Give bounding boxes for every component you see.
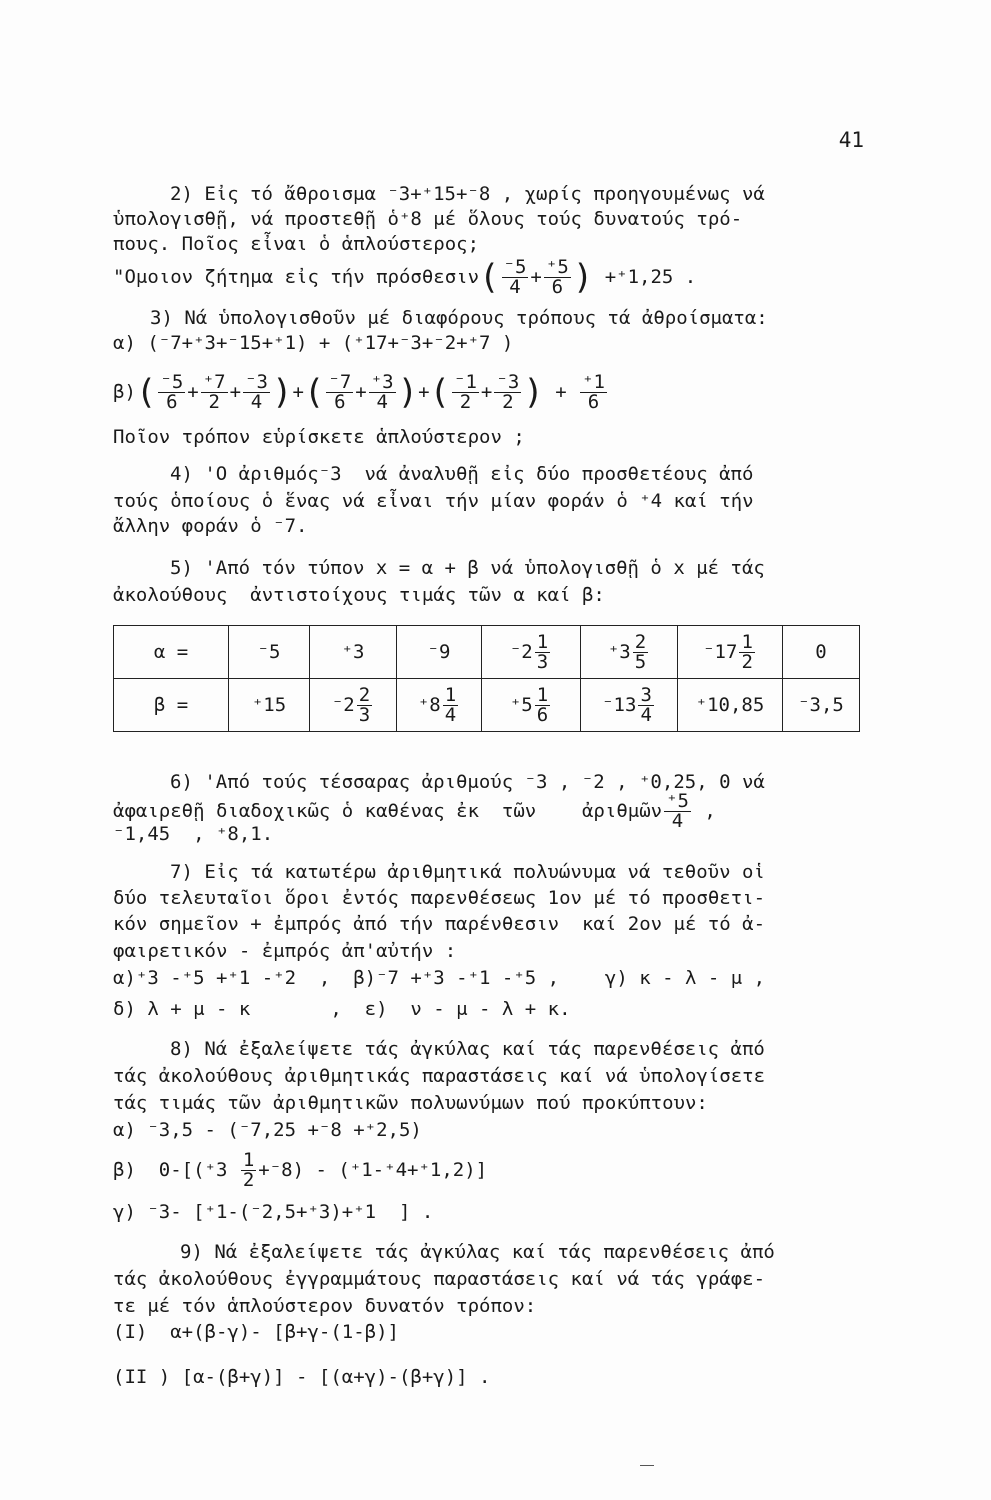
fraction (326, 373, 353, 412)
ex8-line-b-end: +⁻8) - (⁺1-⁺4+⁺1,2)] (258, 1159, 488, 1181)
ex6-line-2-text: ἀφαιρεθῇ διαδοχικῶς ὁ καθένας ἐκ τῶν ἀριθμῶν (113, 800, 663, 822)
open-paren: ( (303, 372, 325, 413)
denominator: 3 (536, 650, 549, 673)
numerator: ⁺1 (582, 371, 605, 393)
ex3-line-1: 3) Νά ὑπολογισθοῦν μέ διαφόρους τρόπους τά ἀθροίσματα: (150, 307, 768, 329)
ex8-line-b (113, 1146, 487, 1194)
item-label: β) (113, 381, 136, 403)
numerator: ⁻3 (496, 371, 520, 393)
denominator: 2 (208, 391, 220, 413)
numerator: 1 (242, 1149, 255, 1171)
ex6-line-1: 6) 'Από τούς τέσσαρας ἀριθμούς ⁻3 , ⁻2 , ⁺0,25, 0 νά (170, 771, 765, 793)
numerator: ⁺7 (202, 371, 226, 393)
ex9-line-2: τάς ἀκολούθους ἐγγραμμάτους παραστάσεις καί νά τάς γράφε- (113, 1268, 766, 1290)
table-cell (678, 626, 783, 679)
numerator: ⁻5 (503, 256, 527, 278)
open-paren: ( (479, 257, 500, 298)
denominator: 2 (459, 391, 472, 413)
ex4-line-1: 4) 'Ο ἀριθμός⁻3 νά ἀναλυθῇ εἰς δύο προσθετέους ἀπό (170, 463, 754, 485)
denominator: 2 (741, 650, 753, 673)
ex2-line-4-end: +⁺1,25 . (604, 266, 697, 288)
table-cell (581, 626, 678, 679)
fraction (502, 258, 529, 297)
table-cell (310, 679, 397, 732)
close-paren: ) (397, 372, 419, 413)
ex7-line-1: 7) Εἰς τά κατωτέρω ἀριθμητικά πολυώνυμα νά τεθοῦν οἱ (170, 861, 765, 883)
values-table (113, 625, 860, 732)
ex4-line-3: ἄλλην φοράν ὁ ⁻7. (113, 515, 308, 537)
row-label: β = (114, 679, 229, 732)
ex8-line-2: τάς ἀκολούθους ἀριθμητικάς παραστάσεις καί νά ὑπολογίσετε (113, 1065, 766, 1087)
ex6-line-3: ⁻1,45 , ⁺8,1. (113, 823, 274, 845)
denominator: 4 (376, 391, 388, 413)
denominator: 4 (444, 703, 457, 726)
denominator: 2 (242, 1169, 255, 1191)
table-cell (310, 626, 397, 679)
table-cell (783, 626, 860, 679)
ex5-line-1: 5) 'Από τόν τύπον x = α + β νά ὑπολογισθῇ ὁ x μέ τάς (170, 557, 765, 579)
numerator: ⁺5 (666, 790, 689, 812)
ex4-line-2: τούς ὁποίους ὁ ἕνας νά εἶναι τήν μίαν φοράν ὁ ⁺4 καί τήν (113, 490, 754, 512)
table-cell (783, 679, 860, 732)
ex3-line-a: α) (⁻7+⁺3+⁻15+⁺1) + (⁺17+⁻3+⁻2+⁺7 ) (113, 332, 514, 354)
fraction (452, 373, 479, 412)
numerator: 2 (634, 630, 647, 653)
close-paren: ) (572, 257, 594, 298)
denominator: 6 (334, 391, 346, 413)
denominator: 4 (250, 391, 263, 413)
table-row-beta (114, 679, 860, 732)
fraction (369, 373, 396, 412)
ex2-line-4 (113, 252, 696, 303)
numerator: ⁻3 (245, 371, 268, 393)
denominator: 4 (509, 276, 521, 298)
ex2-line-3: πους. Ποῖος εἶναι ὁ ἁπλούστερος; (113, 233, 480, 255)
table-cell (482, 626, 581, 679)
fraction (638, 683, 653, 726)
fraction (443, 683, 458, 726)
table-row-alpha (114, 626, 860, 679)
close-paren: ) (271, 372, 293, 413)
ex7-line-5: α)⁺3 -⁺5 +⁺1 -⁺2 , β)⁻7 +⁺3 -⁺1 -⁺5 , γ) κ - λ - μ , (113, 967, 766, 989)
cell-value: ⁻9 (427, 641, 451, 663)
ex8-line-3: τάς τιμάς τῶν ἀριθμητικῶν πολυωνύμων πού προκύπτουν: (113, 1092, 708, 1114)
ex7-line-4: φαιρετικόν - ἐμπρός ἀπ'αὐτήν : (113, 940, 457, 962)
fraction (535, 630, 550, 673)
fraction (494, 373, 521, 412)
open-paren: ( (429, 372, 451, 413)
table-cell (678, 679, 783, 732)
open-paren: ( (135, 372, 157, 413)
cell-value: ⁺10,85 (695, 694, 765, 716)
row-label: α = (114, 626, 229, 679)
denominator: 6 (551, 276, 564, 298)
denominator: 6 (536, 703, 549, 726)
denominator: 6 (166, 391, 178, 413)
table-cell (229, 626, 310, 679)
ex9-line-1: 9) Νά ἐξαλείψετε τάς ἀγκύλας καί τάς παρενθέσεις ἀπό (180, 1241, 775, 1263)
ex2-line-4-text: "Ομοιον ζήτημα εἰς τήν πρόσθεσιν (113, 266, 480, 288)
cell-value: ⁻2 (509, 640, 533, 663)
numerator: ⁺3 (370, 371, 394, 393)
table-cell (397, 626, 482, 679)
numerator: 3 (640, 683, 652, 706)
ex2-line-2: ὑπολογισθῇ, νά προστεθῇ ὁ⁺8 μέ ὅλους τούς δυνατούς τρό- (113, 208, 743, 230)
fraction (664, 792, 691, 831)
cell-value: ⁻17 (703, 640, 738, 663)
ex8-line-a: α) ⁻3,5 - (⁻7,25 +⁻8 +⁺2,5) (113, 1119, 422, 1141)
denominator: 4 (671, 810, 684, 832)
numerator: 2 (358, 683, 371, 706)
denominator: 5 (634, 650, 647, 673)
cell-value: ⁺5 (509, 693, 533, 716)
numerator: 1 (741, 630, 753, 653)
fraction (633, 630, 648, 673)
cell-value: ⁻5 (257, 641, 281, 663)
cell-value: 0 (815, 641, 827, 663)
fraction (535, 683, 550, 726)
fraction (544, 258, 571, 297)
denominator: 4 (640, 703, 652, 726)
ex9-line-II: (II ) [α-(β+γ)] - [(α+γ)-(β+γ)] . (113, 1366, 491, 1388)
cell-value: ⁺3 (341, 641, 365, 663)
numerator: ⁻7 (328, 371, 352, 393)
ex6-line-2-end: , (692, 800, 716, 822)
ex8-line-1: 8) Νά ἐξαλείψετε τάς ἀγκύλας καί τάς παρενθέσεις ἀπό (170, 1038, 765, 1060)
numerator: ⁻5 (160, 371, 184, 393)
numerator: ⁻1 (454, 371, 477, 393)
ex8-line-c: γ) ⁻3- [⁺1-(⁻2,5+⁺3)+⁺1 ] . (113, 1201, 434, 1223)
ex5-line-2: ἀκολούθους ἀντιστοίχους τιμάς τῶν α καί β: (113, 584, 605, 606)
footer-mark (640, 1465, 654, 1466)
cell-value: ⁻3,5 (798, 694, 844, 716)
cell-value: ⁺3 (607, 640, 631, 663)
numerator: 1 (536, 630, 549, 653)
denominator: 6 (587, 391, 600, 413)
fraction (241, 1151, 256, 1190)
ex9-line-I: (I) α+(β-γ)- [β+γ-(1-β)] (113, 1321, 399, 1343)
fraction (580, 373, 607, 412)
cell-value: ⁺8 (417, 693, 441, 716)
ex7-line-6: δ) λ + μ - κ , ε) ν - μ - λ + κ. (113, 998, 571, 1020)
close-paren: ) (523, 372, 544, 413)
numerator: 1 (536, 683, 549, 706)
numerator: 1 (444, 683, 457, 706)
ex3-line-b: β)( $\frac{^-5}{6}$ + $\frac{^+7}{2}$ + $\frac{^-3}{4}$ )+( $\frac{^-7}{6}$ + $\frac{^+3}{4}$ )+( $\frac{^-1}{2}$ + $\frac{^-3}{2}$ ) + $\frac{^+1}{6}$ (113, 371, 605, 413)
table-cell (581, 679, 678, 732)
ex9-line-3: τε μέ τόν ἁπλούστερον δυνατόν τρόπον: (113, 1295, 537, 1317)
ex8-line-b-start: β) 0-[(⁺3 (113, 1159, 239, 1181)
table-cell (397, 679, 482, 732)
cell-value: ⁻2 (331, 693, 355, 716)
fraction (739, 630, 754, 673)
ex3-question: Ποῖον τρόπον εὑρίσκετε ἁπλούστερον ; (113, 426, 525, 448)
table-cell (229, 679, 310, 732)
cell-value: ⁻13 (602, 693, 637, 716)
ex7-line-3: κόν σημεῖον + ἐμπρός ἀπό τήν παρένθεσιν καί 2ον μέ τό ἀ- (113, 913, 766, 935)
fraction (201, 373, 228, 412)
numerator: ⁺5 (545, 256, 569, 278)
fraction (357, 683, 372, 726)
page-number: 41 (838, 128, 864, 152)
plus-sign: + (530, 266, 542, 288)
denominator: 2 (502, 391, 514, 413)
denominator: 3 (358, 703, 371, 726)
cell-value: ⁺15 (251, 694, 287, 716)
ex2-line-1: 2) Εἰς τό ἄθροισμα ⁻3+⁺15+⁻8 , χωρίς προηγουμένως νά (170, 183, 765, 205)
table-cell (482, 679, 581, 732)
ex7-line-2: δύο τελευταῖοι ὅροι ἐντός παρενθέσεως 1ον μέ τό προσθετι- (113, 887, 766, 909)
fraction (243, 373, 270, 412)
fraction (158, 373, 185, 412)
